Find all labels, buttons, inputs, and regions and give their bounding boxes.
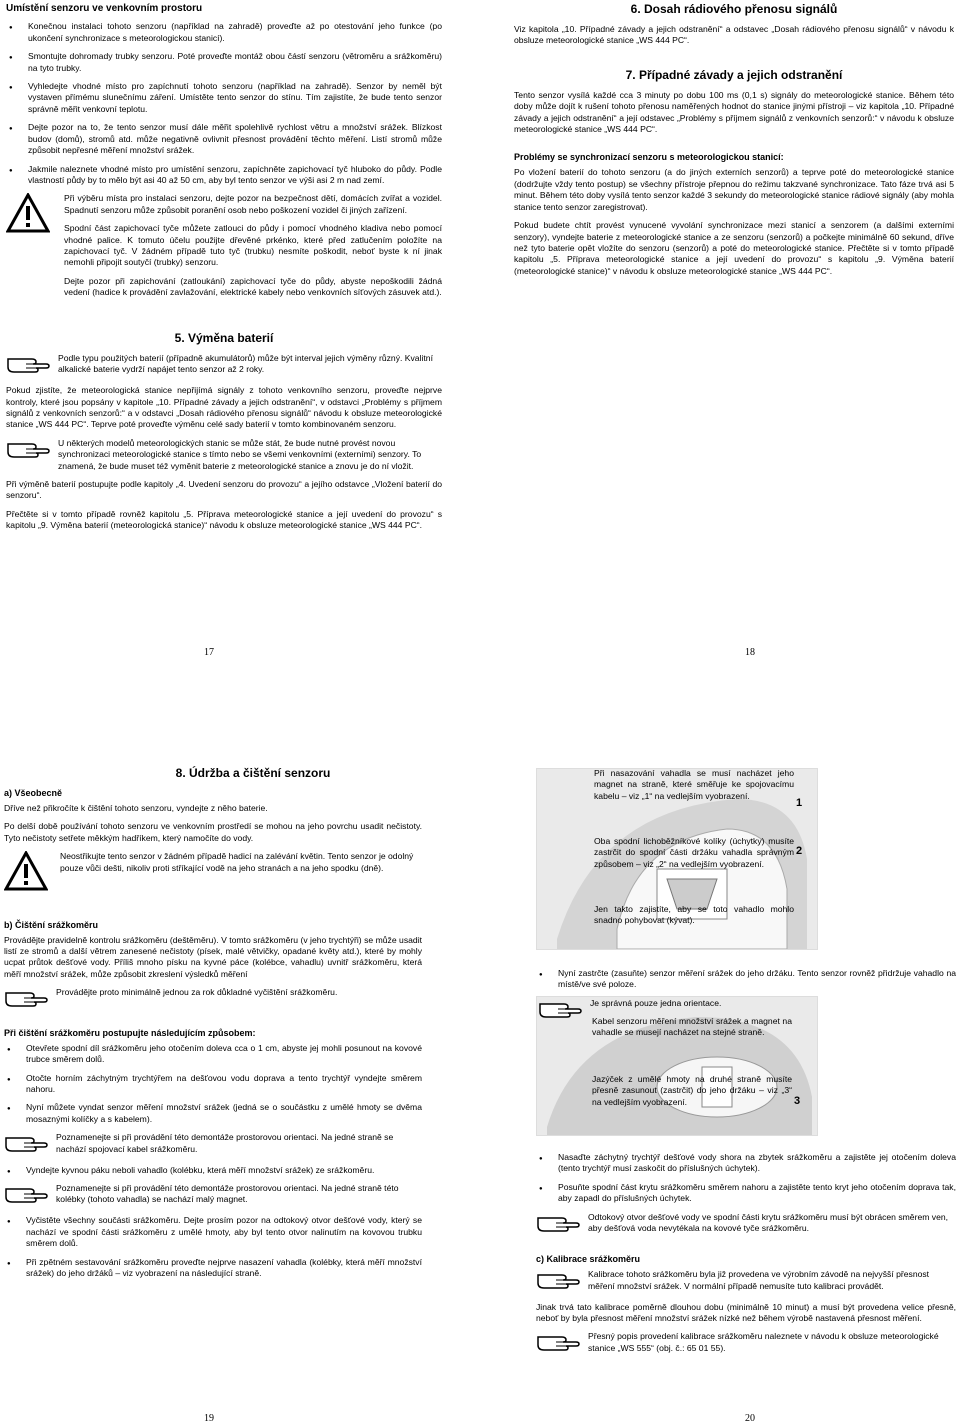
callout-text: Jazýček z umělé hmoty na druhé straně musíte přesně zasunout (zastrčit) do jeho držáku – viz „3“ na vedlejším vyobrazení. bbox=[592, 1074, 792, 1107]
warning-text: Dejte pozor při zapichování (zatloukání) zapichovací tyče do půdy, abyste nepoškodili žádná vedení (hadice k provádění zavlažování, elektrické kabely nebo venkovních síťových zásuvek atd.). bbox=[64, 275, 442, 298]
page-20-lower bbox=[536, 1152, 956, 1364]
note-block bbox=[536, 1331, 956, 1356]
list-item: ● Nyní můžete vyndat senzor měření množství srážek (jedná se o součástku z umělé hmoty se dvěma mosaznými kolíčky a s kabelem). bbox=[4, 1102, 422, 1125]
note-block bbox=[6, 438, 442, 472]
paragraph: Viz kapitola „10. Případné závady a jejich odstranění“ a odstavec „Dosah rádiového přenosu signálů“ v návodu k obsluze meteorologické stanice „WS 444 PC“. bbox=[514, 23, 954, 46]
list-item: ● Nyní zastrčte (zasuňte) senzor měření srážek do jeho držáku. Tento senzor rovněž přidržuje vahadlo na místě/ve své poloze. bbox=[536, 968, 956, 991]
note-text: Podle typu použitých baterií (případně akumulátorů) může být interval jejich výměny různý. Kvalitní alkalické baterie vydrží napájet tento senzor až 2 roky. bbox=[58, 352, 433, 375]
pointing-hand-icon bbox=[536, 1331, 580, 1356]
list-item: ● Otočte horním záchytným trychtýřem na dešťovou vodu doprava a tento trychtýř vyndejte směrem nahoru. bbox=[4, 1073, 422, 1096]
paragraph: Jinak trvá tato kalibrace poměrně dlouhou dobu (minimálně 10 minut) a musí být provedena velice přesně, neboť by byla přesnost měření množství srážek nízké než během výrobě nastavená přesnost měření. bbox=[536, 1301, 956, 1323]
note-text: Provádějte proto minimálně jednou za rok důkladné vyčištění srážkoměru. bbox=[56, 987, 338, 998]
page-number: 17 bbox=[204, 647, 214, 658]
pointing-hand-icon bbox=[6, 353, 50, 378]
page-17 bbox=[6, 2, 442, 539]
pointing-hand-icon bbox=[4, 1183, 48, 1208]
assembly-steps-2 bbox=[536, 1152, 956, 1205]
warning-text: Při výběru místa pro instalaci senzoru, dejte pozor na bezpečnost dětí, domácích zvířat a vozidel. Spadnutí senzoru může způsobit poranění osob nebo poškození vozidel či jiných zařízení. bbox=[64, 193, 442, 215]
warning-icon bbox=[6, 193, 50, 236]
subheading: Při čištění srážkoměru postupujte následujícím způsobem: bbox=[4, 1027, 256, 1038]
note-text: Přesný popis provedení kalibrace srážkoměru naleznete v návodu k obsluze meteorologické stanice „WS 555“ (obj. č.: 65 01 55). bbox=[588, 1331, 939, 1353]
note-text: Je správná pouze jedna orientace. bbox=[590, 998, 722, 1008]
warning-block bbox=[6, 193, 442, 305]
paragraph: Po delší době používání tohoto senzoru ve venkovním prostředí se mohou na jeho povrchu usadit nečistoty. Tyto nečistoty setřete měkkým hadříkem, který namočíte do vody. bbox=[4, 821, 422, 843]
paragraph: Pokud zjistíte, že meteorologická stanice nepřijímá signály z tohoto venkovního senzoru, proveďte nejprve kontroly, které jsou popsány v kapitole „10. Případné závady a jejich odstranění“, v odstavci „Problémy s příjmem signálů z venkovních senzorů:“ a v odstavci „Dosah rádiového přenosu signálů“ návodu k obsluze meteorologické stanice „WS 444 PC“. Teprve poté proveďte výměnu celé sady baterií v tomto kombinovaném senzoru. bbox=[6, 385, 442, 430]
section-heading: 8. Údržba a čištění senzoru bbox=[175, 766, 331, 780]
callout-text: Jen takto zajistíte, aby se toto vahadlo mohlo snadno pohybovat (kývat). bbox=[594, 904, 794, 926]
pointing-hand-icon bbox=[6, 438, 50, 463]
list-item: ● Konečnou instalaci tohoto senzoru (například na zahradě) proveďte až po otestování jeho funkce (po ukončení synchronizace s meteorologickou stanicí). bbox=[6, 21, 442, 44]
list-item: ● Vyčistěte všechny součásti srážkoměru. Dejte prosím pozor na odtokový otvor dešťové vody, který se nachází ve spodní části srážkoměru z umělé hmoty, aby byl tento otvor nalinutím na kovovou trubku směrem dolů. bbox=[4, 1215, 422, 1249]
warning-icon bbox=[4, 851, 48, 894]
pointing-hand-icon bbox=[536, 1212, 580, 1237]
list-item: ● Dejte pozor na to, že tento senzor musí dále měřit spolehlivě rychlost větru a množství srážek. Blízkost budov (domů), stromů atd. může negativně ovlivnit přesnost provádění těchto měření. Listí stromů může způsobit nepřesné měření množství srážek. bbox=[6, 122, 442, 156]
subheading: Problémy se synchronizací senzoru s meteorologickou stanicí: bbox=[514, 152, 784, 163]
installation-list bbox=[6, 21, 442, 186]
paragraph: Přečtěte si v tomto případě rovněž kapitolu „5. Příprava meteorologické stanice a její uvedení do provozu“ s kapitolu „9. Výměna baterií (meteorologická stanice)“ návodu k obsluze meteorologické stanice „WS 444 PC“. bbox=[6, 508, 442, 531]
paragraph: Pokud budete chtít provést vynucené vyvolání synchronizace mezi stanicí a senzorem (a dalšími externími senzory), vyndejte baterie z meteorologické stanice a ze senzoru (senzorů) a počkejte minimálně 60 sekund, dříve než tyto baterie opět vložíte do senzoru (senzorů) a poté do meteorologické stanice. Přečtěte si v tomto případě kapitolu „5. Příprava meteorologické stanice a její uvedení do provozu“ s kapitolu „9. Výměna baterií (meteorologické stanice)“ v návodu k obsluze meteorologické stanice „WS 444 PC“. bbox=[514, 220, 954, 276]
page-number: 19 bbox=[204, 1413, 214, 1424]
note-block bbox=[4, 987, 422, 1012]
list-item: ● Posuňte spodní část krytu srážkoměru směrem nahoru a zajistěte tento kryt jeho otočením doprava tak, aby zapadl do příslušných úchytek. bbox=[536, 1182, 956, 1205]
paragraph: Provádějte pravidelně kontrolu srážkoměru (deštěměru). V tomto srážkoměru (v jeho trychtýři) se může usadit listí ze stromů a další větrem zanesené nečistoty (písek, malé větvičky, opadané květy atd.), které by mohly ucpat průtok dešťové vody. Příliš mnoho písku na kyvné páce (kolébce, vahadlu) uvnitř srážkoměru, která měří množství srážek, může způsobit zkreslení výsledků měření bbox=[4, 934, 422, 979]
page-number: 20 bbox=[745, 1413, 755, 1424]
list-item: ● Otevřete spodní díl srážkoměru jeho otočením doleva cca o 1 cm, abyste jej mohli posunout na kovové trubce směrem dolů. bbox=[4, 1043, 422, 1066]
warning-block bbox=[4, 851, 422, 894]
page-18 bbox=[514, 2, 954, 284]
pointing-hand-icon bbox=[536, 1269, 580, 1294]
note-block bbox=[536, 1212, 956, 1237]
warning-text: Spodní část zapichovací tyče můžete zatlouci do půdy i pomocí vhodného kladiva nebo pomocí vhodné palice. K tomuto účelu použijte dřevěné prkénko, které před zatlučením položíte na zapichovací tyč. V žádném případě tuto tyč (trubku) nesmíte poškodit, neboť byste k ní jinak nemohli připojit soutyčí (trubky) senzoru. bbox=[64, 223, 442, 268]
pointing-hand-icon bbox=[4, 987, 48, 1012]
note-text: Poznamenejte si při provádění této demontáže prostorovou orientaci. Na jedné straně této kolébky (tohoto vahadla) se nachází malý magnet. bbox=[56, 1183, 399, 1205]
paragraph: Při výměně baterií postupujte podle kapitoly „4. Uvedení senzoru do provozu“ a jejího odstavce „Vložení baterií do senzoru“. bbox=[6, 479, 442, 501]
page-number: 18 bbox=[745, 647, 755, 658]
cleaning-steps bbox=[4, 1043, 422, 1126]
note-text: Odtokový otvor dešťové vody ve spodní části krytu srážkoměru musí být obrácen směrem ven, aby dešťová voda nevytékala na kovové tyče srážkoměru. bbox=[588, 1211, 949, 1234]
section-heading: 6. Dosah rádiového přenosu signálů bbox=[630, 2, 838, 16]
list-item: ● Vyndejte kyvnou páku neboli vahadlo (kolébku, která měří množství srážek) ze srážkoměru. bbox=[4, 1165, 422, 1176]
note-block bbox=[4, 1183, 422, 1208]
subheading: c) Kalibrace srážkoměru bbox=[536, 1254, 641, 1265]
cleaning-steps-3 bbox=[4, 1215, 422, 1279]
warning-text: Neostřikujte tento senzor v žádném případě hadicí na zalévání květin. Tento senzor je odolný pouze vůči dešti, nikoliv proti stříkající vodě na jeho stranách a na jeho spodku (dně). bbox=[60, 851, 414, 873]
list-item: ● Jakmile naleznete vhodné místo pro umístění senzoru, zapíchněte zapichovací tyč hluboko do půdy. Podle vlastností půdy by to mělo být asi 40 až 50 cm, aby byl tento senzor ve výši asi 2 m nad zemí. bbox=[6, 164, 442, 187]
pointing-hand-icon bbox=[538, 998, 582, 1023]
page-title: Umístění senzoru ve venkovním prostoru bbox=[6, 3, 203, 14]
page-20-bullet bbox=[536, 968, 956, 998]
paragraph: Dříve než přikročíte k čištění tohoto senzoru, vyndejte z něho baterie. bbox=[4, 802, 268, 813]
subheading: a) Všeobecně bbox=[4, 787, 63, 798]
section-heading: 5. Výměna baterií bbox=[174, 330, 274, 345]
note-text: U některých modelů meteorologických stanic se může stát, že bude nutné provést novou synchronizaci meteorologické stanice s tímto nebo se všemi venkovními (externími) senzory. To znamená, že bude muset též vyměnit baterie z meteorologické stanice a znovu je do ní vložit. bbox=[58, 437, 422, 471]
list-item: ● Při zpětném sestavování srážkoměru proveďte nejprve nasazení vahadla (kolébky, která měří množství srážek) do jeho držáků – viz vyobrazení na následující straně. bbox=[4, 1257, 422, 1280]
callout-text: Při nasazování vahadla se musí nacházet jeho magnet na straně, které směřuje ke spojovacímu kabelu – viz „1“ na vedlejším vyobrazení. bbox=[594, 768, 794, 801]
assembly-steps bbox=[536, 968, 956, 991]
paragraph: Po vložení baterií do tohoto senzoru (a do jiných externích senzorů) a teprve poté do meteorologické stanice (dodržujte vždy tento postup) se všechny přístroje přepnou do režimu takzvané synchronizace. Tato fáze trvá asi 5 minut. Během této doby vysílá tento senzor každé 3 sekundy do meteorologické stanice rádiové signály (aby mohla stanice tento senzor zaregistrovat). bbox=[514, 167, 954, 212]
subheading: b) Čištění srážkoměru bbox=[4, 919, 99, 930]
figure-label: 3 bbox=[794, 1095, 801, 1107]
figure-label: 2 bbox=[796, 845, 803, 857]
note-block bbox=[6, 353, 442, 378]
list-item: ● Smontujte dohromady trubky senzoru. Poté proveďte montáž obou částí senzoru (větroměru a srážkoměru) na tyto trubky. bbox=[6, 51, 442, 74]
paragraph: Tento senzor vysílá každé cca 3 minuty po dobu 100 ms (0,1 s) signály do meteorologické stanice. Během této doby může dojít k rušení tohoto přenosu naměřených hodnot do stanice jinými přístroji – viz kapitola „10. Případné závady a jejich odstranění“ a její odstavec „Problémy s příjmem signálů z venkovních senzorů:“ v návodu k obsluze meteorologické stanice „WS 444 PC“. bbox=[514, 89, 954, 135]
pointing-hand-icon bbox=[4, 1132, 48, 1157]
section-heading: 7. Případné závady a jejich odstranění bbox=[625, 67, 843, 82]
cleaning-steps-2 bbox=[4, 1165, 422, 1176]
callout-text: Oba spodní lichoběžníkové kolíky (úchytky) musíte zastrčit do spodní části držáku vahadla správným způsobem – viz „2“ na vedlejším vyobrazení. bbox=[594, 836, 794, 869]
page-19 bbox=[4, 766, 422, 1287]
note-block bbox=[536, 1269, 956, 1294]
list-item: ● Nasaďte záchytný trychtýř dešťové vody shora na zbytek srážkoměru a zajistěte jej otočením doleva (tento trychtýř musí zaskočit do příslušných úchytek). bbox=[536, 1152, 956, 1175]
note-block bbox=[4, 1132, 422, 1157]
note-text: Poznamenejte si při provádění této demontáže prostorovou orientaci. Na jedné straně se nachází spojovací kabel srážkoměru. bbox=[56, 1132, 394, 1154]
figure-label: 1 bbox=[796, 797, 803, 809]
note-text: Kalibrace tohoto srážkoměru byla již provedena ve výrobním závodě na nejvyšší přesnost měření množství srážek. V normální případě nemusíte tuto kalibraci provádět. bbox=[588, 1269, 930, 1291]
list-item: ● Vyhledejte vhodné místo pro zapíchnutí tohoto senzoru (například na zahradě). Senzor by neměl být vystaven přímému slunečnímu záření. Umístěte tento senzor do stínu. Tím zajistíte, že bude tento senzor správně měřit venkovní teplotu. bbox=[6, 81, 442, 115]
callout-text: Kabel senzoru měření množství srážek a magnet na vahadle se musejí nacházet na stejné straně. bbox=[592, 1016, 792, 1038]
